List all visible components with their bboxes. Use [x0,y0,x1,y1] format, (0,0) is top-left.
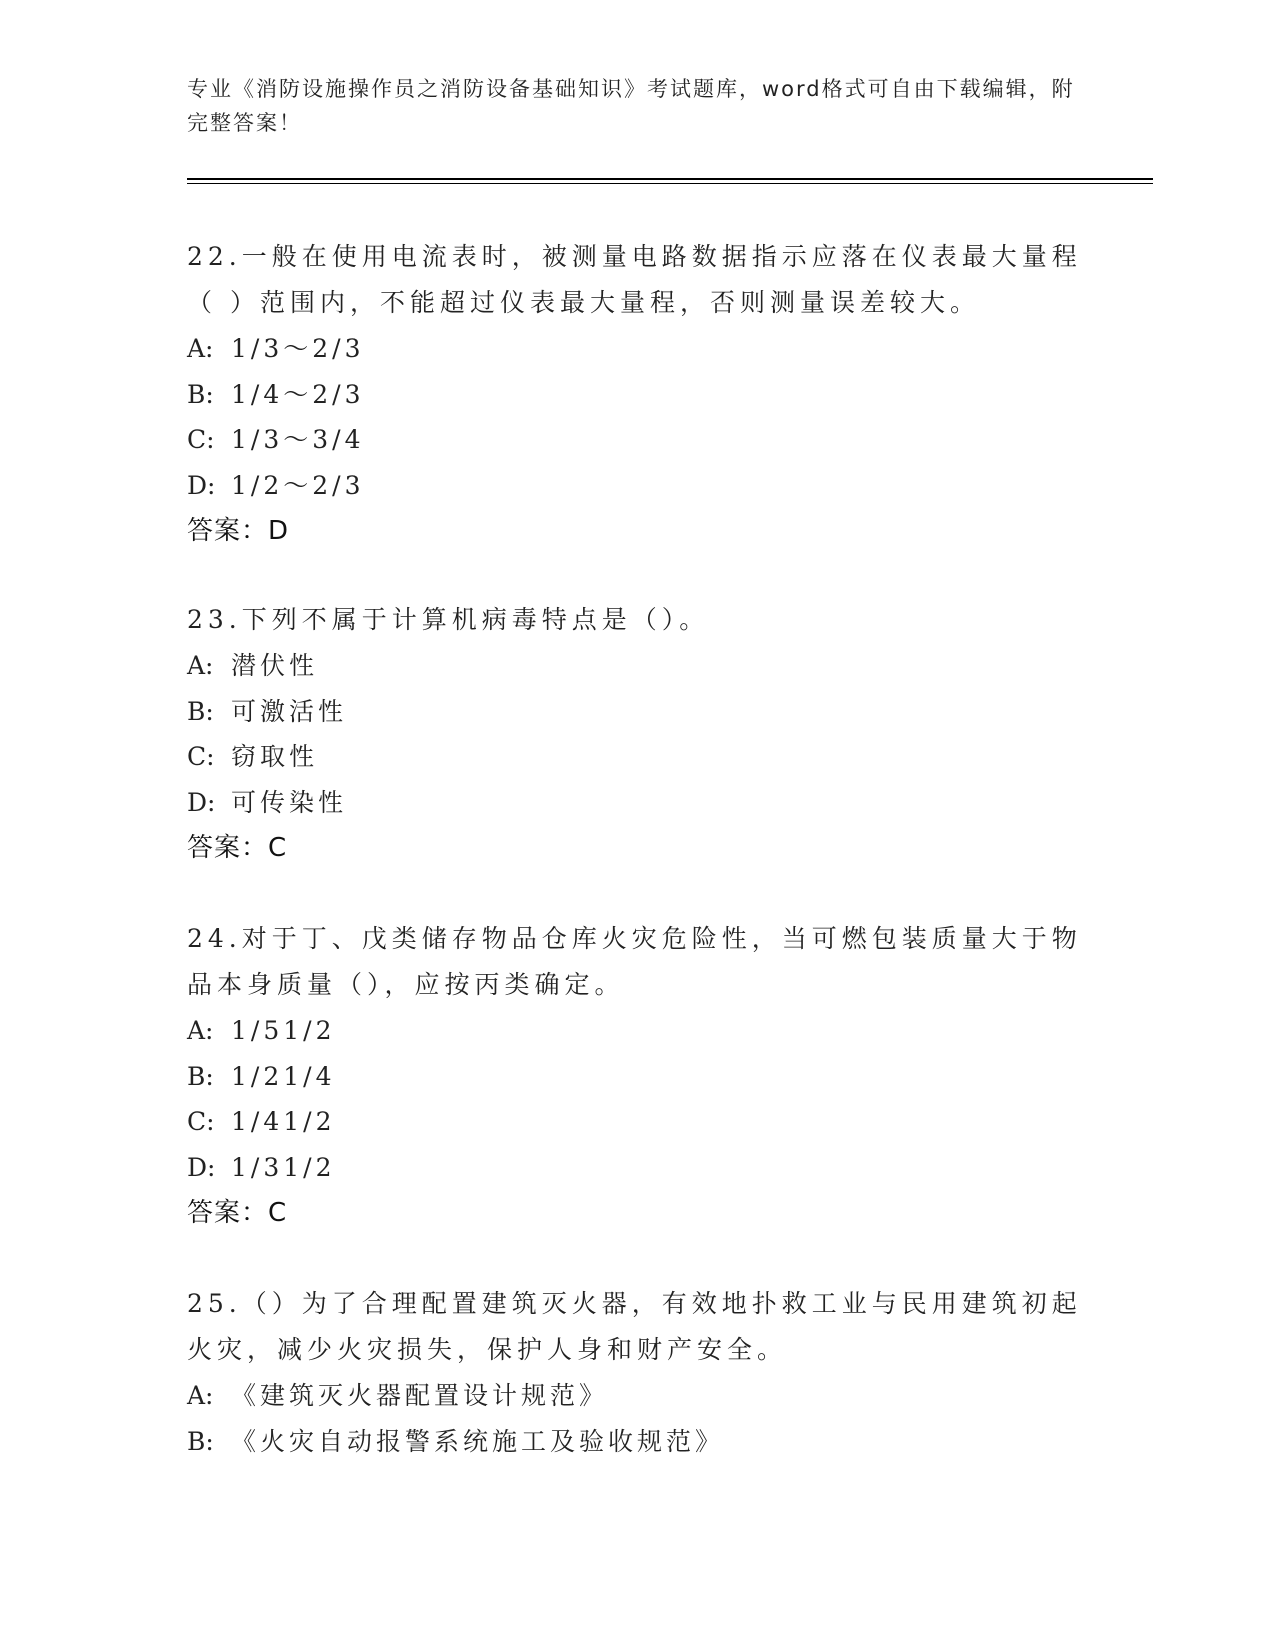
answer: 答案：C [187,833,288,863]
option-d [187,780,1087,826]
option-a [187,1373,1087,1419]
answer: 答案：C [187,1198,288,1228]
question-22 [187,234,1087,554]
question-stem: 25.（）为了合理配置建筑灭火器，有效地扑救工业与民用建筑初起火灾，减少火灾损失，保护人身和财产安全。 [187,1289,1082,1364]
option-key: A: [187,1016,214,1045]
question-stem: 22.一般在使用电流表时，被测量电路数据指示应落在仪表最大量程（ ）范围内，不能超过仪表最大量程，否则测量误差较大。 [187,242,1082,317]
question-stem: 24.对于丁、戊类储存物品仓库火灾危险性，当可燃包装质量大于物品本身质量（），应按丙类确定。 [187,924,1082,999]
question-25 [187,1281,1087,1464]
option-text: 1/4～2/3 [231,379,365,409]
option-text: 1/31/2 [231,1152,336,1182]
option-a [187,1008,1087,1054]
option-key: C: [187,742,215,771]
option-key: A: [187,334,214,363]
option-a [187,326,1087,372]
option-text: 1/2～2/3 [231,470,365,500]
option-key: A: [187,651,214,680]
option-b [187,689,1087,735]
option-key: C: [187,425,215,454]
answer: 答案：D [187,516,290,546]
option-text: 可传染性 [231,787,348,817]
option-key: D: [187,787,216,817]
option-d [187,463,1087,509]
option-text: 1/3～2/3 [231,334,365,363]
question-23 [187,597,1087,871]
option-d [187,1145,1087,1191]
header-divider [187,178,1153,180]
option-text: 1/51/2 [231,1016,336,1045]
option-key: B: [187,1426,214,1456]
header-divider-thin [187,183,1153,184]
option-b [187,1419,1087,1465]
option-key: C: [187,1107,215,1136]
option-key: D: [187,470,216,500]
option-text: 《火灾自动报警系统施工及验收规范》 [231,1426,725,1456]
option-a [187,643,1087,689]
option-key: B: [187,379,214,409]
option-text: 1/41/2 [231,1107,336,1136]
question-stem: 23.下列不属于计算机病毒特点是（）。 [187,605,710,634]
option-text: 1/21/4 [231,1061,336,1091]
option-key: A: [187,1381,214,1410]
option-text: 潜伏性 [231,651,319,680]
option-text: 《建筑灭火器配置设计规范》 [231,1381,609,1410]
option-key: D: [187,1152,216,1182]
option-text: 1/3～3/4 [231,425,365,454]
option-key: B: [187,1061,214,1091]
document-header: 专业《消防设施操作员之消防设备基础知识》考试题库，word格式可自由下载编辑，附完整答案！ [187,77,1075,135]
option-key: B: [187,696,214,726]
option-b [187,1054,1087,1100]
option-text: 窃取性 [231,742,319,771]
option-c [187,734,1087,780]
option-b [187,372,1087,418]
option-c [187,1099,1087,1145]
question-24 [187,916,1087,1236]
option-c [187,417,1087,463]
option-text: 可激活性 [231,696,348,726]
